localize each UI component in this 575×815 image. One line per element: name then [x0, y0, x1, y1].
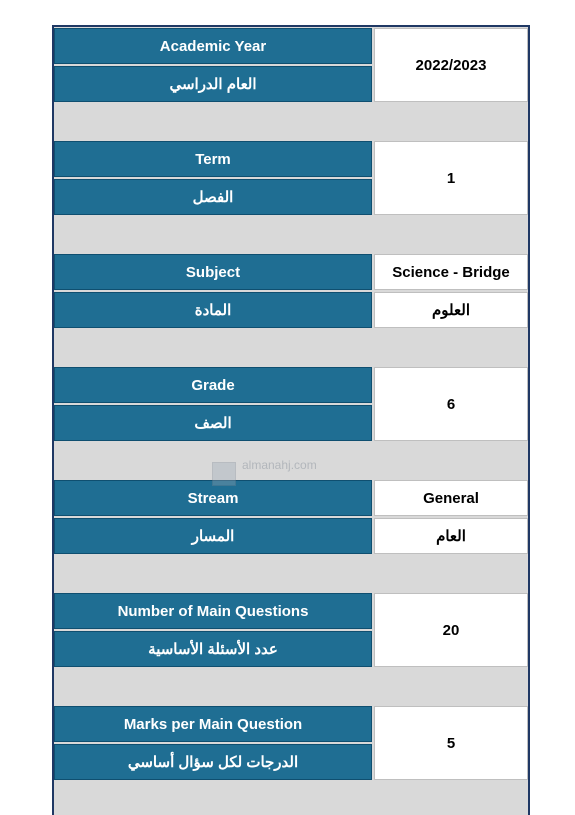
row-term	[54, 141, 528, 217]
grade-label-ar: الصف	[54, 405, 372, 441]
row-stream	[54, 480, 528, 556]
marks-label-en: Marks per Main Question	[54, 706, 372, 742]
term-label-ar: الفصل	[54, 179, 372, 215]
term-value: 1	[374, 141, 528, 215]
subject-value-en: Science - Bridge	[374, 254, 528, 290]
term-label-en: Term	[54, 141, 372, 177]
subject-label-en: Subject	[54, 254, 372, 290]
stream-label-ar: المسار	[54, 518, 372, 554]
row-academic-year	[54, 28, 528, 104]
academic-year-label-en: Academic Year	[54, 28, 372, 64]
main-questions-value: 20	[374, 593, 528, 667]
row-subject	[54, 254, 528, 330]
subject-value-ar: العلوم	[374, 292, 528, 328]
info-table	[52, 25, 530, 815]
watermark-text: almanahj.com	[242, 458, 317, 472]
marks-value: 5	[374, 706, 528, 780]
main-questions-label-ar: عدد الأسئلة الأساسية	[54, 631, 372, 667]
academic-year-label-ar: العام الدراسي	[54, 66, 372, 102]
main-questions-label-en: Number of Main Questions	[54, 593, 372, 629]
grade-label-en: Grade	[54, 367, 372, 403]
row-marks-per-question	[54, 706, 528, 782]
stream-value-en: General	[374, 480, 528, 516]
subject-label-ar: المادة	[54, 292, 372, 328]
academic-year-value: 2022/2023	[374, 28, 528, 102]
grade-value: 6	[374, 367, 528, 441]
row-grade	[54, 367, 528, 443]
marks-label-ar: الدرجات لكل سؤال أساسي	[54, 744, 372, 780]
stream-label-en: Stream	[54, 480, 372, 516]
row-main-questions	[54, 593, 528, 669]
stream-value-ar: العام	[374, 518, 528, 554]
